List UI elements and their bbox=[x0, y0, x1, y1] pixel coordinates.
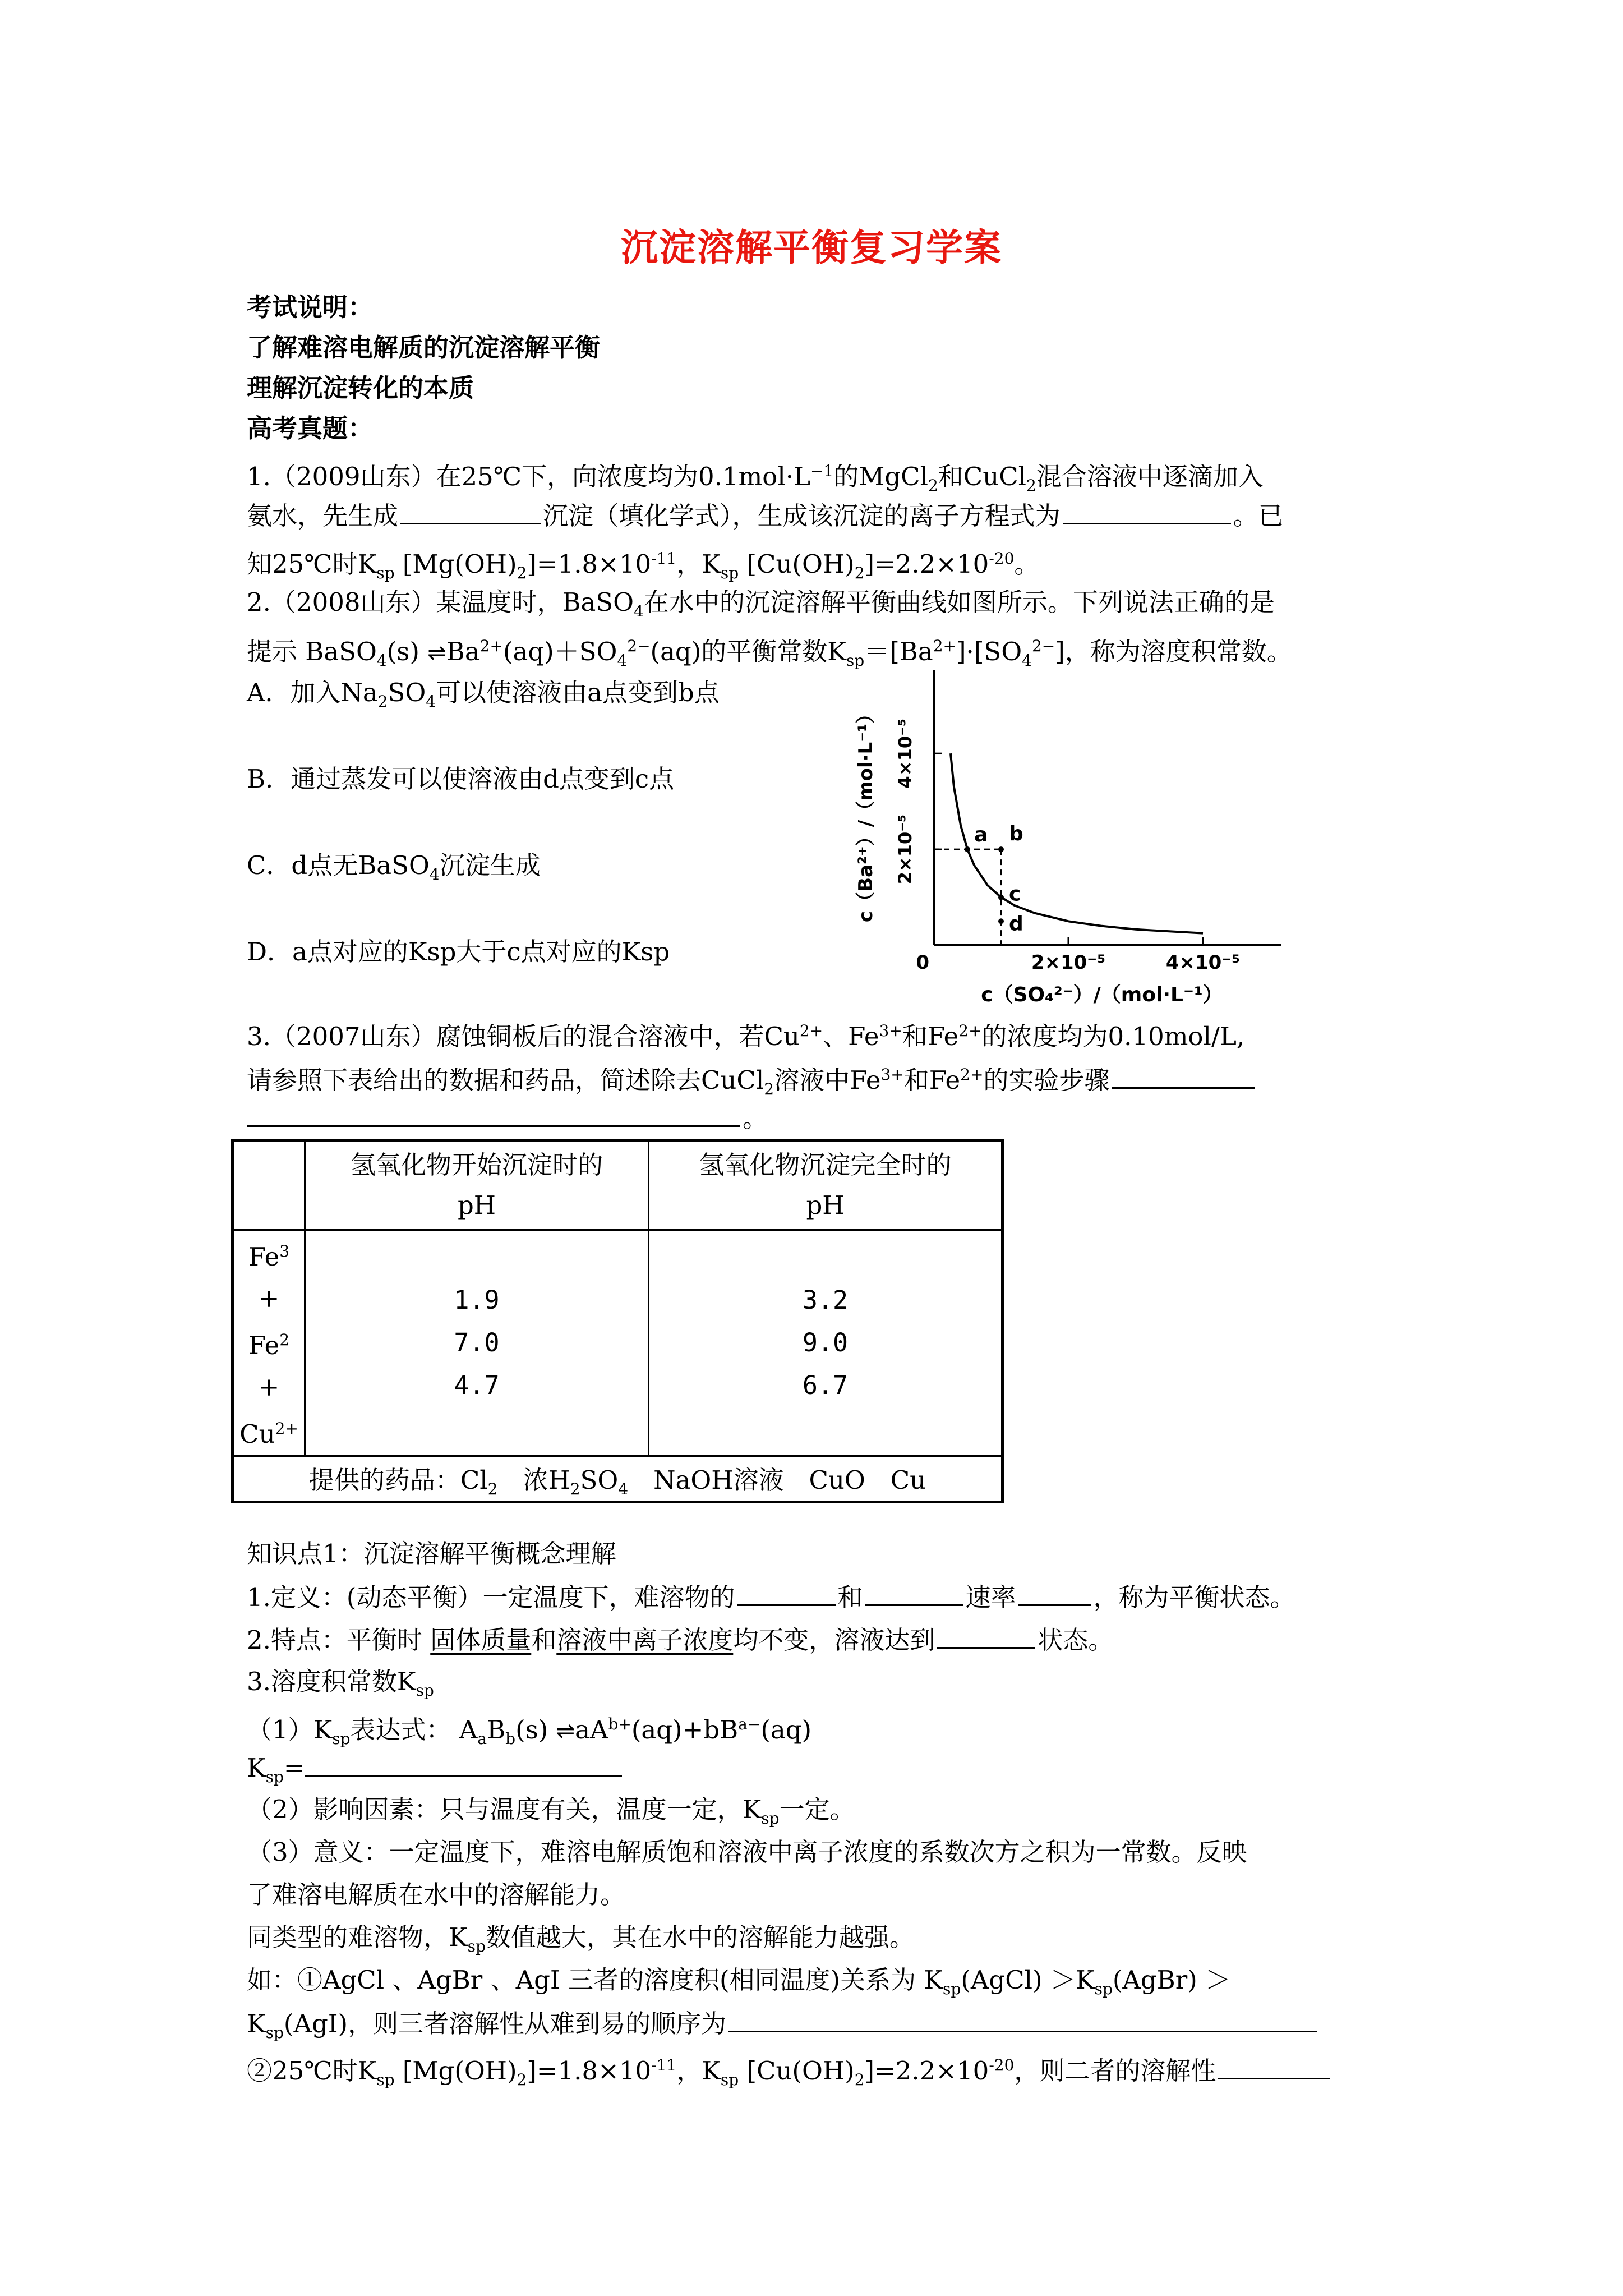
k1-example-1-cont: $K_{sp}(AgI)$，则三者溶解性从难到易的顺序为 bbox=[247, 2006, 1320, 2050]
q3-blank-steps-1[interactable] bbox=[1112, 1062, 1255, 1089]
q2-option-d[interactable]: D．a点对应的Ksp大于c点对应的Ksp bbox=[247, 937, 670, 967]
k1-factors: （2）影响因素：只与温度有关，温度一定，$K_{sp}$一定。 bbox=[247, 1795, 855, 1828]
x-tick-label: 0 bbox=[916, 951, 929, 974]
point-label-c: c bbox=[1009, 882, 1021, 906]
q2-hint: 提示 BaSO$_4$(s) $\rightleftharpoons Ba^{2+}(aq)+SO_4^{2-}(aq)$的平衡常数$K_{sp}=[Ba^{2+}]\cdot[SO_4^{2-}]$，称为溶度积常数。 bbox=[247, 637, 1292, 670]
k1-meaning-1: （3）意义：一定温度下，难溶电解质饱和溶液中离子浓度的系数次方之积为一常数。反映 bbox=[247, 1837, 1247, 1867]
k1-blank-2[interactable] bbox=[865, 1580, 963, 1606]
k1-same-type: 同类型的难溶物，$K_{sp}$数值越大，其在水中的溶解能力越强。 bbox=[247, 1922, 915, 1955]
point-c bbox=[998, 895, 1004, 900]
q2-option-c[interactable]: C．d点无BaSO$_4$沉淀生成 bbox=[247, 850, 541, 884]
point-label-a: a bbox=[974, 823, 988, 847]
k1-blank-3[interactable] bbox=[1018, 1580, 1091, 1606]
point-label-d: d bbox=[1009, 912, 1023, 936]
q1-blank-equation[interactable] bbox=[1063, 498, 1231, 524]
k1-feature: 2.特点：平衡时 固体质量和溶液中离子浓度均不变，溶液达到 状态。 bbox=[247, 1622, 1113, 1657]
hydroxide-ph-table bbox=[231, 1139, 1004, 1503]
k1-blank-1[interactable] bbox=[737, 1580, 836, 1606]
k1-example-1: 如：①AgCl 、AgBr 、AgI 三者的溶度积(相同温度)关系为 $K_{sp}(AgCl)$ $>K_{sp}(AgBr)$ ＞ bbox=[247, 1965, 1231, 1998]
q3-line-2: 请参照下表给出的数据和药品，简述除去CuCl$_2$溶液中$Fe^{3+}$和$Fe^{2+}$的实验步骤 bbox=[247, 1058, 1257, 1106]
equilibrium-arrow-icon: ⇌ bbox=[556, 1718, 575, 1744]
real-questions-heading: 高考真题： bbox=[247, 413, 374, 443]
point-b bbox=[998, 846, 1004, 852]
end-ph-values: 3.2 9.0 6.7 bbox=[649, 1230, 1003, 1456]
table-corner-cell bbox=[233, 1140, 305, 1230]
exam-item-1: 了解难溶电解质的沉淀溶解平衡 bbox=[247, 333, 601, 362]
k1-definition: 1.定义：(动态平衡）一定温度下，难溶物的 和 速率 ，称为平衡状态。 bbox=[247, 1580, 1295, 1614]
x-tick-label: 4×10⁻⁵ bbox=[1165, 951, 1241, 974]
k1-blank-ksp[interactable] bbox=[305, 1750, 622, 1777]
k1-example-2: ②25℃时$K_{sp}$ $[Mg(OH)_2]=1.8\times 10^{-11}$，$K_{sp}$ $[Cu(OH)_2]=2.2\times 10^{-20}$，则二者的溶解性 bbox=[247, 2049, 1332, 2097]
q3-line-3: 。 bbox=[247, 1101, 768, 1135]
q1-line-3: 知25℃时$K_{sp}$ $[Mg(OH)_2]=1.8\times 10^{-11}$，$K_{sp}$ $[Cu(OH)_2]=2.2\times 10^{-20}$。 bbox=[247, 549, 1040, 582]
k1-blank-4[interactable] bbox=[937, 1622, 1035, 1649]
start-ph-values: 1.9 7.0 4.7 bbox=[305, 1230, 649, 1456]
q1-line-2: 氨水，先生成 沉淀（填化学式），生成该沉淀的离子方程式为 。已 bbox=[247, 498, 1284, 533]
y-tick-label: 4×10⁻⁵ bbox=[895, 718, 916, 789]
point-label-b: b bbox=[1009, 822, 1023, 846]
y-tick-label: 2×10⁻⁵ bbox=[895, 814, 916, 885]
q3-blank-steps-2[interactable] bbox=[247, 1101, 740, 1127]
k1-ksp-heading: 3.溶度积常数$K_{sp}$ bbox=[247, 1667, 434, 1700]
k1-meaning-2: 了难溶电解质在水中的溶解能力。 bbox=[247, 1880, 626, 1910]
ion-column: $Fe^3$ + $Fe^2$ + $Cu^{2+}$ bbox=[233, 1230, 305, 1456]
x-tick-label: 2×10⁻⁵ bbox=[1031, 951, 1106, 974]
k1-blank-order[interactable] bbox=[728, 2006, 1317, 2032]
header-end-ph: 氢氧化物沉淀完全时的 pH bbox=[649, 1140, 1003, 1230]
q1-blank-precipitate[interactable] bbox=[400, 498, 541, 524]
q2-line-1: 2.（2008山东）某温度时，BaSO$_4$在水中的沉淀溶解平衡曲线如图所示。下列说法正确的是 bbox=[247, 587, 1275, 620]
q2-option-b[interactable]: B．通过蒸发可以使溶液由d点变到c点 bbox=[247, 764, 675, 794]
point-a bbox=[965, 846, 970, 852]
header-start-ph: 氢氧化物开始沉淀时的 pH bbox=[305, 1140, 649, 1230]
k1-ksp-equals: $K_{sp}=$ bbox=[247, 1750, 624, 1794]
exam-heading: 考试说明： bbox=[247, 292, 374, 322]
q3-line-1: 3.（2007山东）腐蚀铜板后的混合溶液中，若$Cu^{2+}$、$Fe^{3+}$和$Fe^{2+}$的浓度均为0.10mol/L, bbox=[247, 1022, 1245, 1051]
equilibrium-arrow-icon: ⇌ bbox=[427, 640, 446, 666]
exam-item-2: 理解沉淀转化的本质 bbox=[247, 373, 474, 403]
page-title: 沉淀溶解平衡复习学案 bbox=[621, 226, 1002, 269]
equilibrium-curve bbox=[951, 753, 1203, 936]
q1-line-1: 1.（2009山东）在25℃下，向浓度均为$0.1mol\cdot L^{-1}$的MgCl$_2$和CuCl$_2$混合溶液中逐滴加入 bbox=[247, 462, 1264, 495]
y-axis-label: c（Ba²⁺）/（mol·L⁻¹） bbox=[855, 704, 877, 923]
k1-ksp-expression: $(1)K_{sp}$表达式： $A_aB_b(s)$ $\rightleftharpoons aA^{b+}(aq)+bB^{a-}(aq)$ bbox=[247, 1715, 812, 1748]
q2-option-a[interactable]: A．加入$Na_2SO_4$可以使溶液由a点变到b点 bbox=[247, 678, 720, 711]
k1-blank-solubility[interactable] bbox=[1218, 2053, 1330, 2079]
x-axis-label: c（SO₄²⁻）/（mol·L⁻¹） bbox=[981, 983, 1223, 1006]
k1-heading: 知识点1：沉淀溶解平衡概念理解 bbox=[247, 1539, 616, 1568]
baso4-solubility-chart bbox=[841, 659, 1324, 1007]
reagents-row: 提供的药品：$Cl_2$ 浓$H_2SO_4$ NaOH溶液 CuO Cu bbox=[233, 1456, 1003, 1502]
point-d bbox=[998, 918, 1004, 924]
